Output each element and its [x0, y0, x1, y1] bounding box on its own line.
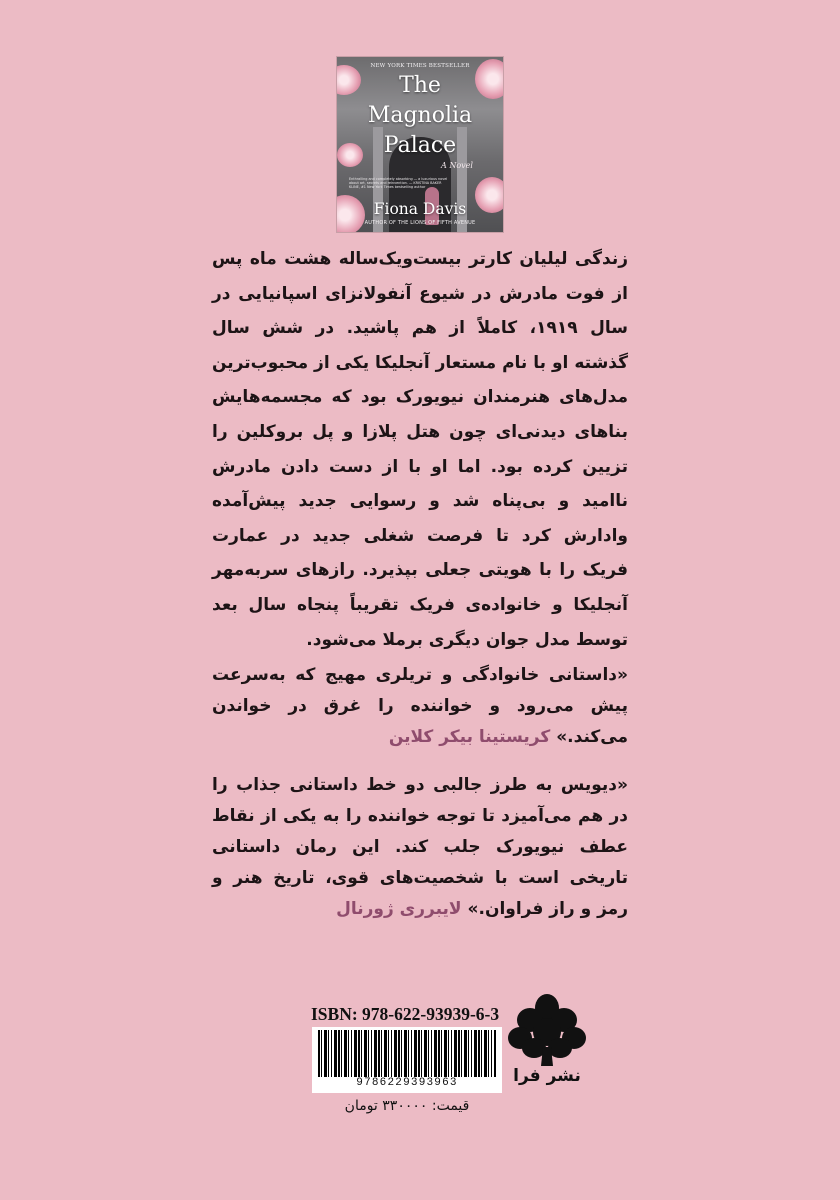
isbn-label: ISBN: 978-622-93939-6-3: [311, 1004, 500, 1024]
barcode-bars: [318, 1030, 496, 1077]
review-quote-2: [212, 770, 628, 925]
barcode: [312, 1027, 502, 1093]
cover-title-line3: Palace: [383, 133, 457, 158]
cover-author: Fiona Davis: [373, 200, 467, 218]
cover-blurb: Enthralling and completely absorbing — a luxurious novel about art, secrets and reinvention. — KRISTINA BAKER KLINE, #1 New York Times bestselling author: [349, 177, 448, 190]
publisher-name: نشر فرا: [513, 1066, 581, 1086]
quote-attribution: لایبرری ژورنال: [336, 899, 462, 919]
book-cover-thumbnail: [337, 57, 503, 232]
cover-title-line2: Magnolia: [367, 103, 473, 128]
quote-text: «داستانی خانوادگی و تریلری مهیج که به‌سرعت پیش می‌رود و خواننده را غرق در خواندن می‌کند.»: [212, 665, 628, 747]
cover-title-line1: The: [399, 73, 441, 98]
quote-text: «دیویس به طرز جالبی دو خط داستانی جذاب را در هم می‌آمیزد تا توجه خواننده را به یکی از نقاط عطف نیویورک جلب کند. این رمان داستانی تاریخی است با شخصیت‌های قوی، تاریخ هنر و رمز و راز فراوان.»: [212, 775, 628, 919]
cover-author-note: AUTHOR OF THE LIONS OF FIFTH AVENUE: [364, 220, 476, 226]
review-quote-1: [212, 660, 628, 753]
quote-attribution: کریستینا بیکر کلاین: [388, 727, 551, 747]
barcode-digits: 9786229393963: [356, 1077, 458, 1089]
book-description: زندگی لیلیان کارتر بیست‌ویک‌ساله هشت ماه پس از فوت مادرش در شیوع آنفولانزای اسپانیایی در سال ۱۹۱۹، کاملاً از هم پاشید. در شش سال گذشته او با نام مستعار آنجلیکا یکی از محبوب‌ترین مدل‌های هنرمندان نیویورک بود که مجسمه‌هایش بناهای دیدنی‌ای چون هتل پلازا و پل بروکلین را تزیین کرده بود. اما او با از دست دادن مادرش ناامید و بی‌پناه شد و رسوایی جدید پیش‌آمده وادارش کرد تا فرصت شغلی جدید در عمارت فریک را با هویتی جعلی بپذیرد. رازهای سربه‌مهر آنجلیکا و خانواده‌ی فریک تقریباً پنجاه سال بعد توسط مدل جوان دیگری برملا می‌شود.: [212, 249, 628, 650]
cover-subtitle: A Novel: [441, 161, 473, 170]
cover-bestseller-banner: NEW YORK TIMES BESTSELLER: [370, 63, 470, 69]
price-label: قیمت: ۳۳۰۰۰۰ تومان: [344, 1098, 470, 1114]
